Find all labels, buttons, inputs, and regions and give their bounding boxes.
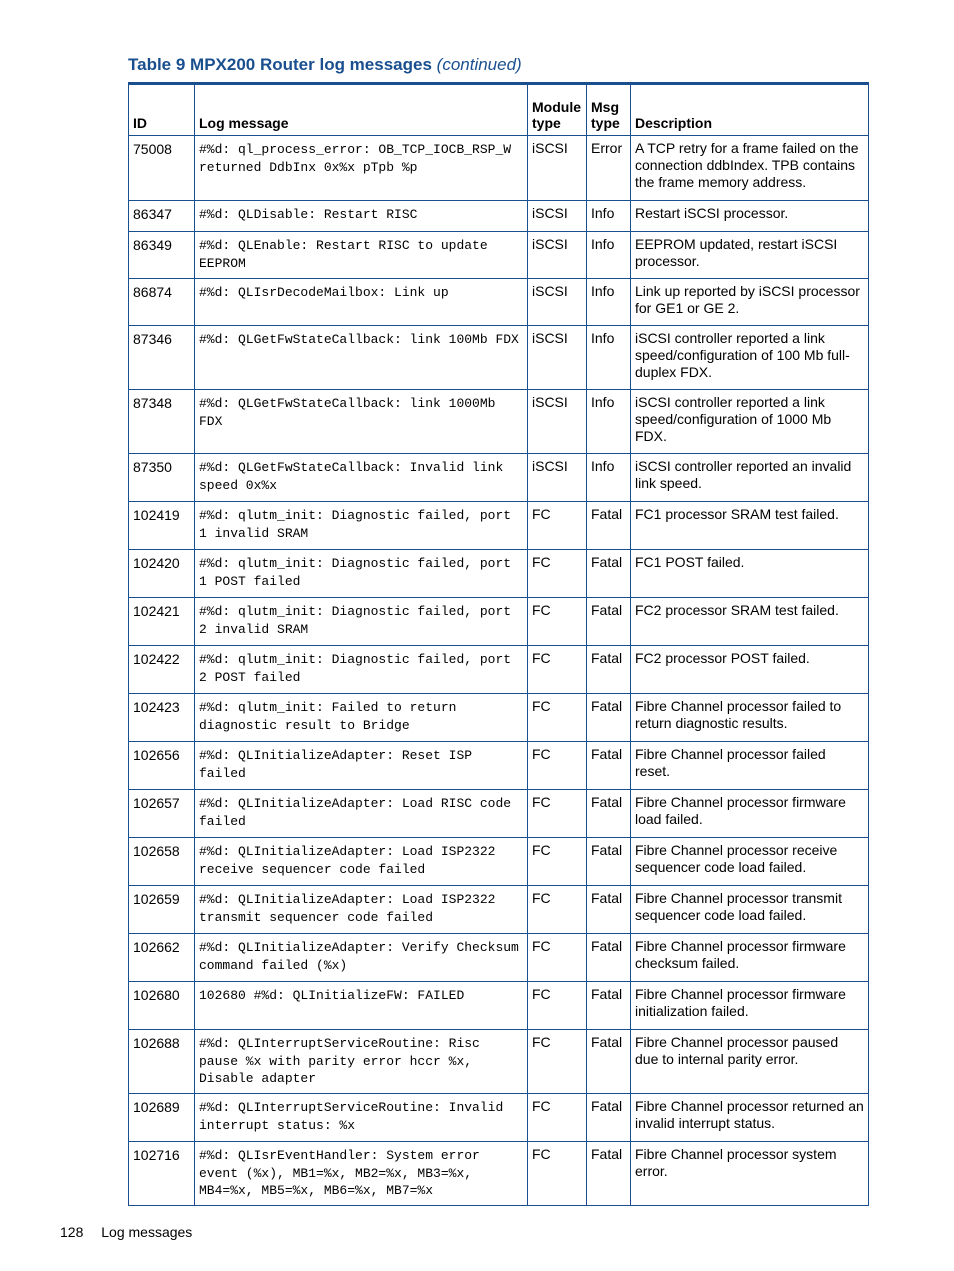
cell-id: 102716 bbox=[129, 1142, 195, 1206]
cell-msg-type: Fatal bbox=[587, 1094, 631, 1142]
table-row bbox=[129, 390, 869, 454]
cell-id: 75008 bbox=[129, 136, 195, 201]
cell-log-message: #%d: QLDisable: Restart RISC bbox=[195, 201, 528, 232]
header-module-type: Module type bbox=[528, 84, 587, 136]
cell-description: FC1 POST failed. bbox=[631, 550, 869, 598]
cell-log-message: #%d: qlutm_init: Diagnostic failed, port 1 invalid SRAM bbox=[195, 502, 528, 550]
cell-module-type: FC bbox=[528, 694, 587, 742]
cell-module-type: FC bbox=[528, 646, 587, 694]
table-row bbox=[129, 694, 869, 742]
cell-id: 102423 bbox=[129, 694, 195, 742]
footer-section: Log messages bbox=[101, 1224, 193, 1240]
cell-description: FC1 processor SRAM test failed. bbox=[631, 502, 869, 550]
table-caption bbox=[128, 55, 522, 75]
cell-description: Fibre Channel processor transmit sequencer code load failed. bbox=[631, 886, 869, 934]
cell-log-message: #%d: QLIsrEventHandler: System error event (%x), MB1=%x, MB2=%x, MB3=%x, MB4=%x, MB5=%x, MB6=%x, MB7=%x bbox=[195, 1142, 528, 1206]
cell-log-message: #%d: qlutm_init: Diagnostic failed, port 2 POST failed bbox=[195, 646, 528, 694]
table-row bbox=[129, 201, 869, 232]
cell-id: 102662 bbox=[129, 934, 195, 982]
cell-log-message: #%d: QLInitializeAdapter: Load ISP2322 receive sequencer code failed bbox=[195, 838, 528, 886]
cell-msg-type: Info bbox=[587, 454, 631, 502]
cell-id: 102420 bbox=[129, 550, 195, 598]
cell-log-message: #%d: QLInitializeAdapter: Verify Checksum command failed (%x) bbox=[195, 934, 528, 982]
cell-id: 86349 bbox=[129, 232, 195, 279]
cell-description: Fibre Channel processor failed reset. bbox=[631, 742, 869, 790]
cell-msg-type: Info bbox=[587, 390, 631, 454]
cell-description: Fibre Channel processor firmware initialization failed. bbox=[631, 982, 869, 1030]
table-row bbox=[129, 502, 869, 550]
header-log-message: Log message bbox=[195, 84, 528, 136]
cell-log-message: 102680 #%d: QLInitializeFW: FAILED bbox=[195, 982, 528, 1030]
cell-log-message: #%d: ql_process_error: OB_TCP_IOCB_RSP_W returned DdbInx 0x%x pTpb %p bbox=[195, 136, 528, 201]
cell-id: 102680 bbox=[129, 982, 195, 1030]
cell-log-message: #%d: QLEnable: Restart RISC to update EEPROM bbox=[195, 232, 528, 279]
cell-msg-type: Fatal bbox=[587, 886, 631, 934]
cell-description: FC2 processor SRAM test failed. bbox=[631, 598, 869, 646]
cell-msg-type: Fatal bbox=[587, 934, 631, 982]
cell-log-message: #%d: QLGetFwStateCallback: link 100Mb FDX bbox=[195, 326, 528, 390]
cell-log-message: #%d: QLInitializeAdapter: Load RISC code failed bbox=[195, 790, 528, 838]
cell-log-message: #%d: QLInitializeAdapter: Reset ISP failed bbox=[195, 742, 528, 790]
cell-module-type: FC bbox=[528, 934, 587, 982]
cell-module-type: iSCSI bbox=[528, 201, 587, 232]
cell-module-type: FC bbox=[528, 838, 587, 886]
cell-log-message: #%d: QLInterruptServiceRoutine: Invalid interrupt status: %x bbox=[195, 1094, 528, 1142]
table-row bbox=[129, 982, 869, 1030]
cell-msg-type: Fatal bbox=[587, 982, 631, 1030]
cell-id: 102659 bbox=[129, 886, 195, 934]
header-id: ID bbox=[129, 84, 195, 136]
log-messages-table bbox=[128, 82, 869, 1206]
table-row bbox=[129, 1094, 869, 1142]
cell-description: Fibre Channel processor system error. bbox=[631, 1142, 869, 1206]
cell-module-type: FC bbox=[528, 1142, 587, 1206]
cell-module-type: iSCSI bbox=[528, 390, 587, 454]
cell-log-message: #%d: QLInterruptServiceRoutine: Risc pause %x with parity error hccr %x, Disable adapter bbox=[195, 1030, 528, 1094]
table-header-row bbox=[129, 84, 869, 136]
cell-msg-type: Fatal bbox=[587, 742, 631, 790]
table-row bbox=[129, 790, 869, 838]
cell-description: iSCSI controller reported a link speed/configuration of 100 Mb full-duplex FDX. bbox=[631, 326, 869, 390]
table-row bbox=[129, 934, 869, 982]
cell-msg-type: Info bbox=[587, 201, 631, 232]
cell-msg-type: Fatal bbox=[587, 790, 631, 838]
cell-module-type: FC bbox=[528, 502, 587, 550]
cell-id: 102419 bbox=[129, 502, 195, 550]
cell-id: 102688 bbox=[129, 1030, 195, 1094]
cell-msg-type: Info bbox=[587, 279, 631, 326]
cell-description: A TCP retry for a frame failed on the connection ddbIndex. TPB contains the frame memory address. bbox=[631, 136, 869, 201]
cell-module-type: iSCSI bbox=[528, 326, 587, 390]
cell-description: iSCSI controller reported a link speed/configuration of 1000 Mb FDX. bbox=[631, 390, 869, 454]
cell-description: Fibre Channel processor failed to return diagnostic results. bbox=[631, 694, 869, 742]
table-body bbox=[129, 136, 869, 1206]
cell-log-message: #%d: qlutm_init: Failed to return diagnostic result to Bridge bbox=[195, 694, 528, 742]
cell-description: Link up reported by iSCSI processor for GE1 or GE 2. bbox=[631, 279, 869, 326]
cell-id: 102658 bbox=[129, 838, 195, 886]
cell-description: Fibre Channel processor firmware load failed. bbox=[631, 790, 869, 838]
cell-module-type: iSCSI bbox=[528, 136, 587, 201]
table-row bbox=[129, 454, 869, 502]
cell-description: FC2 processor POST failed. bbox=[631, 646, 869, 694]
cell-module-type: iSCSI bbox=[528, 279, 587, 326]
page-number: 128 bbox=[60, 1224, 84, 1240]
cell-msg-type: Fatal bbox=[587, 502, 631, 550]
cell-description: iSCSI controller reported an invalid link speed. bbox=[631, 454, 869, 502]
cell-module-type: FC bbox=[528, 1030, 587, 1094]
cell-id: 102657 bbox=[129, 790, 195, 838]
cell-msg-type: Fatal bbox=[587, 646, 631, 694]
cell-id: 86874 bbox=[129, 279, 195, 326]
cell-log-message: #%d: qlutm_init: Diagnostic failed, port 1 POST failed bbox=[195, 550, 528, 598]
cell-description: Fibre Channel processor paused due to internal parity error. bbox=[631, 1030, 869, 1094]
cell-msg-type: Fatal bbox=[587, 550, 631, 598]
caption-title: Table 9 MPX200 Router log messages bbox=[128, 55, 432, 74]
caption-continued: (continued) bbox=[436, 55, 522, 74]
log-messages-table-container bbox=[128, 82, 868, 1206]
table-row bbox=[129, 598, 869, 646]
cell-module-type: FC bbox=[528, 598, 587, 646]
cell-log-message: #%d: QLGetFwStateCallback: link 1000Mb FDX bbox=[195, 390, 528, 454]
table-row bbox=[129, 1142, 869, 1206]
cell-msg-type: Fatal bbox=[587, 1142, 631, 1206]
cell-id: 102421 bbox=[129, 598, 195, 646]
cell-log-message: #%d: QLGetFwStateCallback: Invalid link speed 0x%x bbox=[195, 454, 528, 502]
cell-id: 102656 bbox=[129, 742, 195, 790]
cell-msg-type: Fatal bbox=[587, 598, 631, 646]
cell-id: 102689 bbox=[129, 1094, 195, 1142]
table-row bbox=[129, 886, 869, 934]
cell-msg-type: Fatal bbox=[587, 694, 631, 742]
cell-module-type: iSCSI bbox=[528, 454, 587, 502]
table-row bbox=[129, 550, 869, 598]
cell-msg-type: Fatal bbox=[587, 1030, 631, 1094]
cell-description: EEPROM updated, restart iSCSI processor. bbox=[631, 232, 869, 279]
cell-module-type: FC bbox=[528, 550, 587, 598]
cell-msg-type: Info bbox=[587, 232, 631, 279]
cell-id: 87348 bbox=[129, 390, 195, 454]
table-row bbox=[129, 742, 869, 790]
header-description: Description bbox=[631, 84, 869, 136]
cell-description: Fibre Channel processor firmware checksum failed. bbox=[631, 934, 869, 982]
table-row bbox=[129, 646, 869, 694]
cell-module-type: FC bbox=[528, 886, 587, 934]
cell-module-type: FC bbox=[528, 790, 587, 838]
table-row bbox=[129, 136, 869, 201]
cell-id: 87350 bbox=[129, 454, 195, 502]
cell-msg-type: Info bbox=[587, 326, 631, 390]
cell-module-type: iSCSI bbox=[528, 232, 587, 279]
table-row bbox=[129, 326, 869, 390]
cell-module-type: FC bbox=[528, 742, 587, 790]
cell-msg-type: Fatal bbox=[587, 838, 631, 886]
cell-id: 87346 bbox=[129, 326, 195, 390]
cell-id: 86347 bbox=[129, 201, 195, 232]
cell-description: Fibre Channel processor receive sequencer code load failed. bbox=[631, 838, 869, 886]
cell-module-type: FC bbox=[528, 1094, 587, 1142]
table-row bbox=[129, 232, 869, 279]
cell-msg-type: Error bbox=[587, 136, 631, 201]
header-msg-type: Msg type bbox=[587, 84, 631, 136]
table-row bbox=[129, 279, 869, 326]
cell-log-message: #%d: QLInitializeAdapter: Load ISP2322 transmit sequencer code failed bbox=[195, 886, 528, 934]
page-footer bbox=[60, 1224, 192, 1240]
cell-description: Fibre Channel processor returned an invalid interrupt status. bbox=[631, 1094, 869, 1142]
table-row bbox=[129, 838, 869, 886]
cell-id: 102422 bbox=[129, 646, 195, 694]
cell-log-message: #%d: QLIsrDecodeMailbox: Link up bbox=[195, 279, 528, 326]
table-row bbox=[129, 1030, 869, 1094]
cell-module-type: FC bbox=[528, 982, 587, 1030]
cell-log-message: #%d: qlutm_init: Diagnostic failed, port 2 invalid SRAM bbox=[195, 598, 528, 646]
cell-description: Restart iSCSI processor. bbox=[631, 201, 869, 232]
